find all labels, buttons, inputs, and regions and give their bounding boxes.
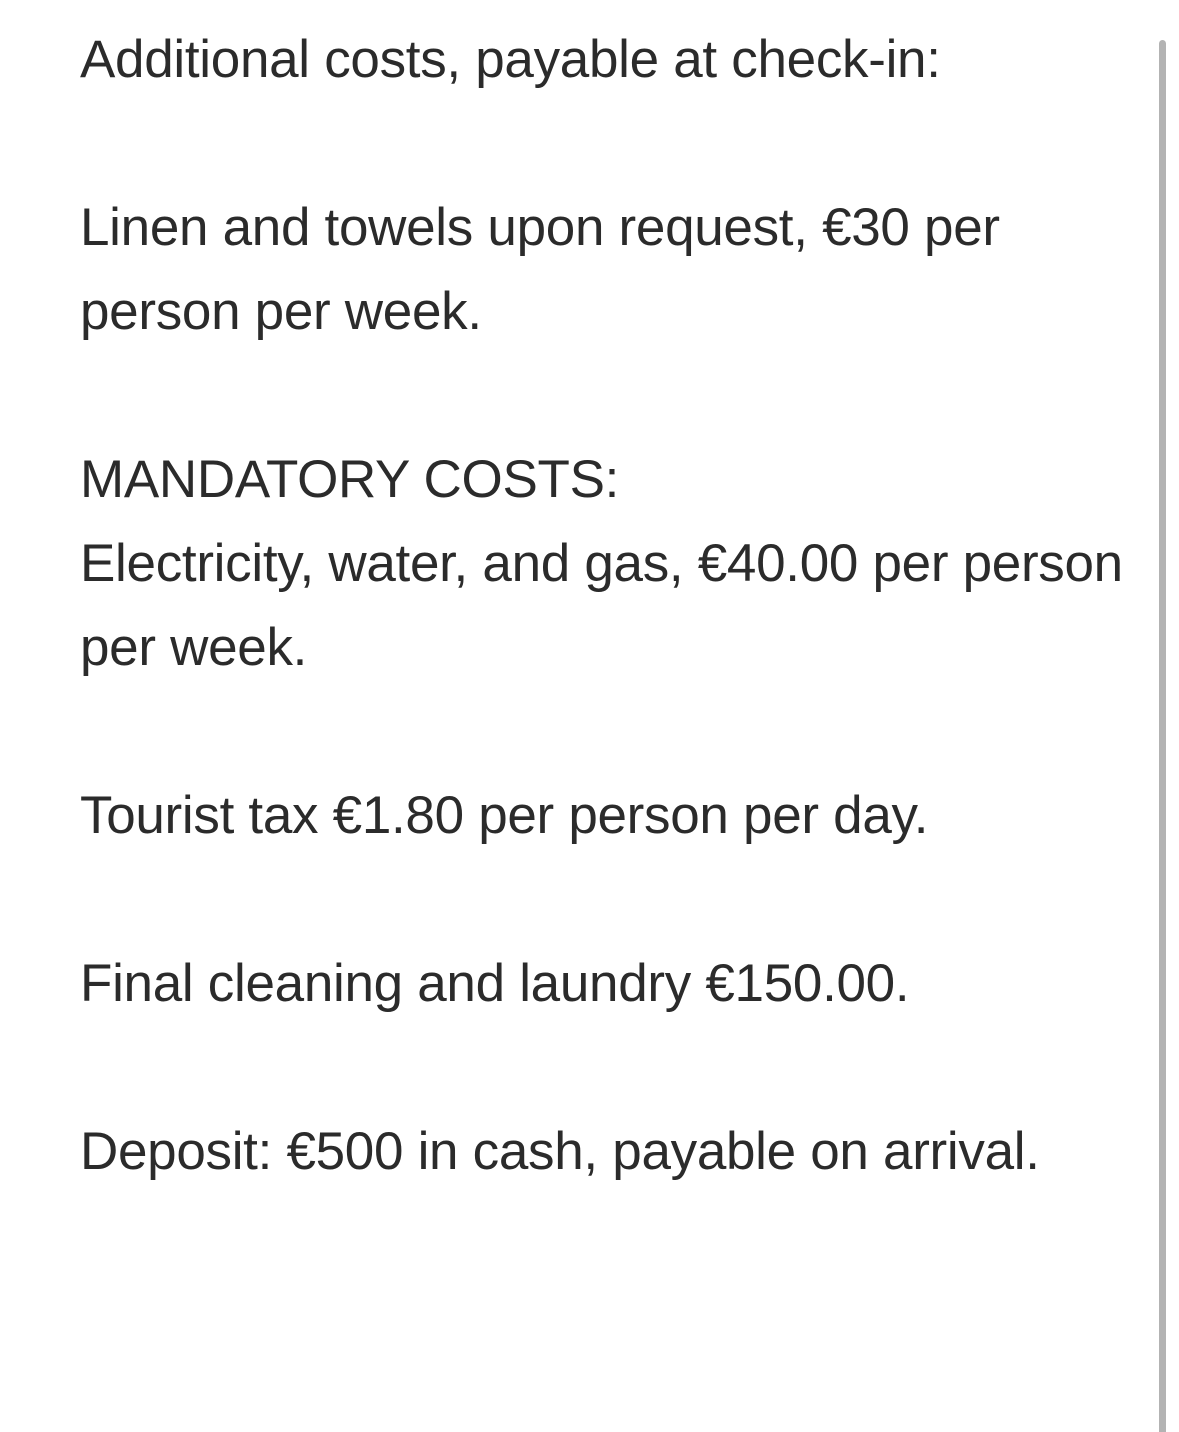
additional-costs-heading: Additional costs, payable at check-in: (80, 30, 941, 89)
scrollbar-thumb[interactable] (1159, 40, 1166, 1432)
spacer (80, 858, 1140, 942)
spacer (80, 690, 1140, 774)
spacer (80, 354, 1140, 438)
vertical-scrollbar[interactable] (1155, 0, 1179, 1432)
mandatory-costs-heading: MANDATORY COSTS: (80, 450, 620, 509)
spacer (80, 1026, 1140, 1110)
utilities-cost: Electricity, water, and gas, €40.00 per person per week. (80, 534, 1123, 677)
linen-towels-cost: Linen and towels upon request, €30 per person per week. (80, 198, 1000, 341)
final-cleaning-cost: Final cleaning and laundry €150.00. (80, 954, 910, 1013)
costs-text-block (80, 18, 1140, 1194)
tourist-tax-cost: Tourist tax €1.80 per person per day. (80, 786, 929, 845)
deposit-info: Deposit: €500 in cash, payable on arrival. (80, 1122, 1040, 1181)
spacer (80, 102, 1140, 186)
